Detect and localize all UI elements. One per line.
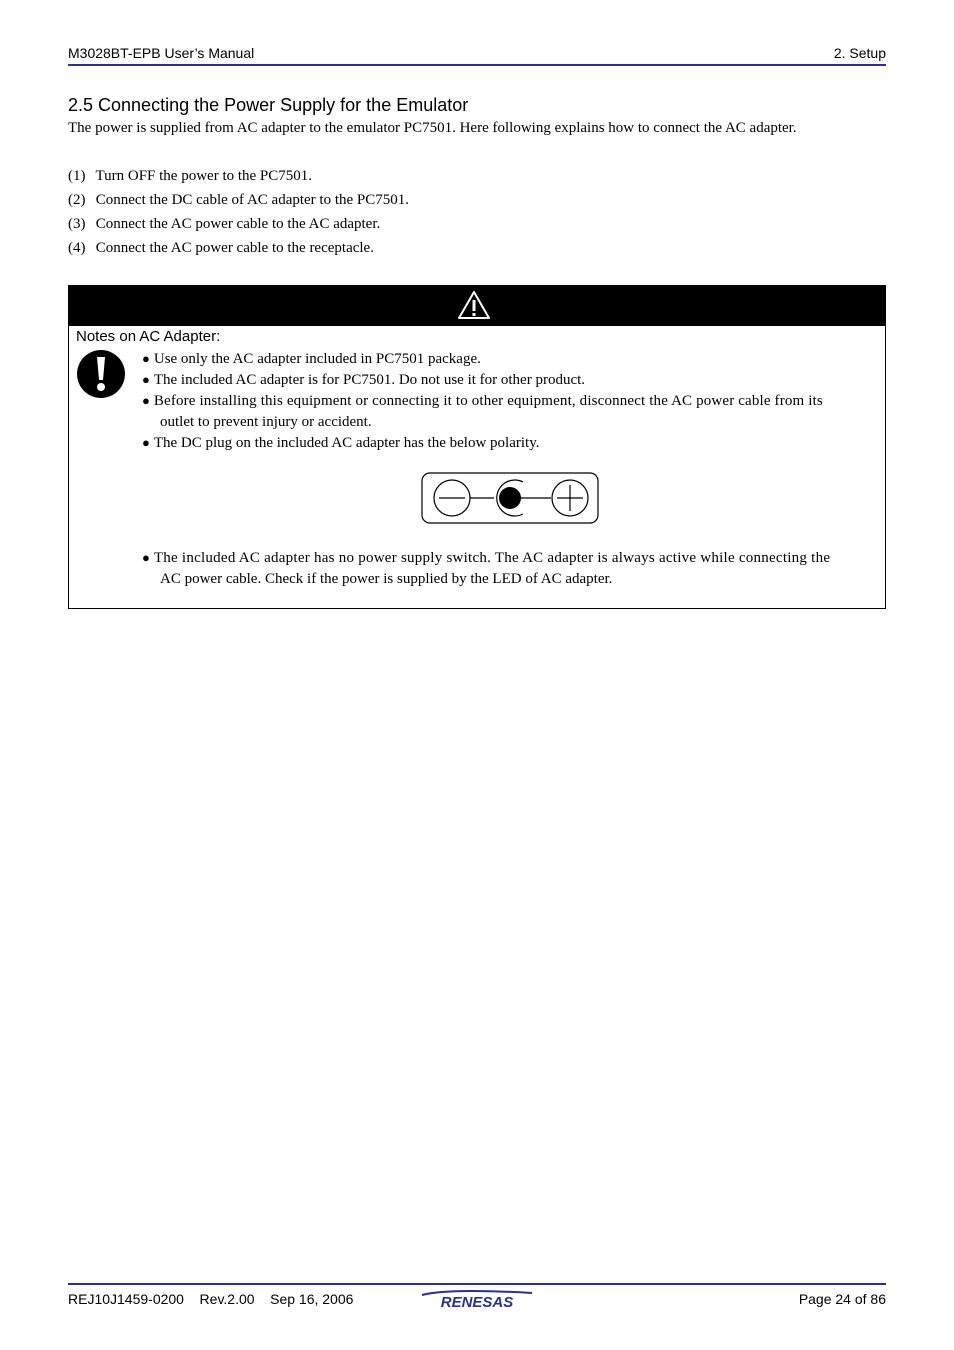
bullet-text: The included AC adapter is for PC7501. Do not use it for other product. — [153, 372, 586, 388]
renesas-logo — [420, 1289, 534, 1311]
header-rule — [68, 64, 886, 66]
bullet-text: Before installing this equipment or connecting it to other equipment, disconnect the AC power cable from its — [153, 393, 823, 409]
bullet-text-continued: AC power cable. Check if the power is supplied by the LED of AC adapter. — [160, 571, 613, 587]
note-bullet — [142, 547, 878, 590]
step-number: (3) — [68, 216, 86, 232]
note-bullet — [142, 390, 878, 433]
warning-triangle-icon — [457, 290, 491, 320]
caution-box — [68, 285, 886, 609]
footer-rule — [68, 1283, 886, 1285]
step-number: (1) — [68, 168, 86, 184]
intro-paragraph: The power is supplied from AC adapter to the emulator PC7501. Here following explains how to connect the AC adapter. — [68, 120, 797, 136]
section-title: 2.5 Connecting the Power Supply for the Emulator — [68, 95, 469, 115]
bullet-text: The DC plug on the included AC adapter has the below polarity. — [153, 435, 540, 451]
step-item — [68, 240, 374, 257]
step-item — [68, 192, 409, 209]
step-item — [68, 216, 380, 233]
doc-number: REJ10J1459-0200 — [68, 1291, 184, 1307]
note-bullet — [142, 348, 878, 370]
revision: Rev.2.00 — [199, 1291, 255, 1307]
exclamation-circle-icon — [76, 349, 126, 399]
step-text: Connect the AC power cable to the receptacle. — [95, 240, 374, 256]
bullet-dot: ● — [142, 372, 150, 387]
step-number: (2) — [68, 192, 86, 208]
caution-header-bar — [69, 286, 885, 326]
bullet-dot: ● — [142, 435, 150, 450]
notes-title: Notes on AC Adapter: — [76, 328, 221, 345]
footer-doc-info — [68, 1291, 353, 1307]
dc-plug-polarity-icon — [421, 472, 599, 526]
revision-date: Sep 16, 2006 — [270, 1291, 354, 1307]
note-bullet — [142, 432, 878, 454]
bullet-dot: ● — [142, 393, 150, 408]
step-text: Connect the DC cable of AC adapter to the PC7501. — [95, 192, 410, 208]
manual-title: M3028BT-EPB User’s Manual — [68, 45, 255, 61]
bullet-text-continued: outlet to prevent injury or accident. — [160, 414, 372, 430]
step-item — [68, 168, 312, 185]
bullet-text: The included AC adapter has no power supply switch. The AC adapter is always active while connecting the — [153, 550, 831, 566]
chapter-name: 2. Setup — [833, 45, 886, 61]
logo-text: RENESAS — [440, 1294, 514, 1311]
bullet-text: Use only the AC adapter included in PC7501 package. — [153, 351, 481, 367]
bullet-dot: ● — [142, 550, 150, 565]
page-number: Page 24 of 86 — [798, 1291, 886, 1307]
bullet-dot: ● — [142, 351, 150, 366]
step-text: Turn OFF the power to the PC7501. — [95, 168, 313, 184]
step-text: Connect the AC power cable to the AC adapter. — [95, 216, 381, 232]
step-number: (4) — [68, 240, 86, 256]
note-bullet — [142, 369, 878, 391]
